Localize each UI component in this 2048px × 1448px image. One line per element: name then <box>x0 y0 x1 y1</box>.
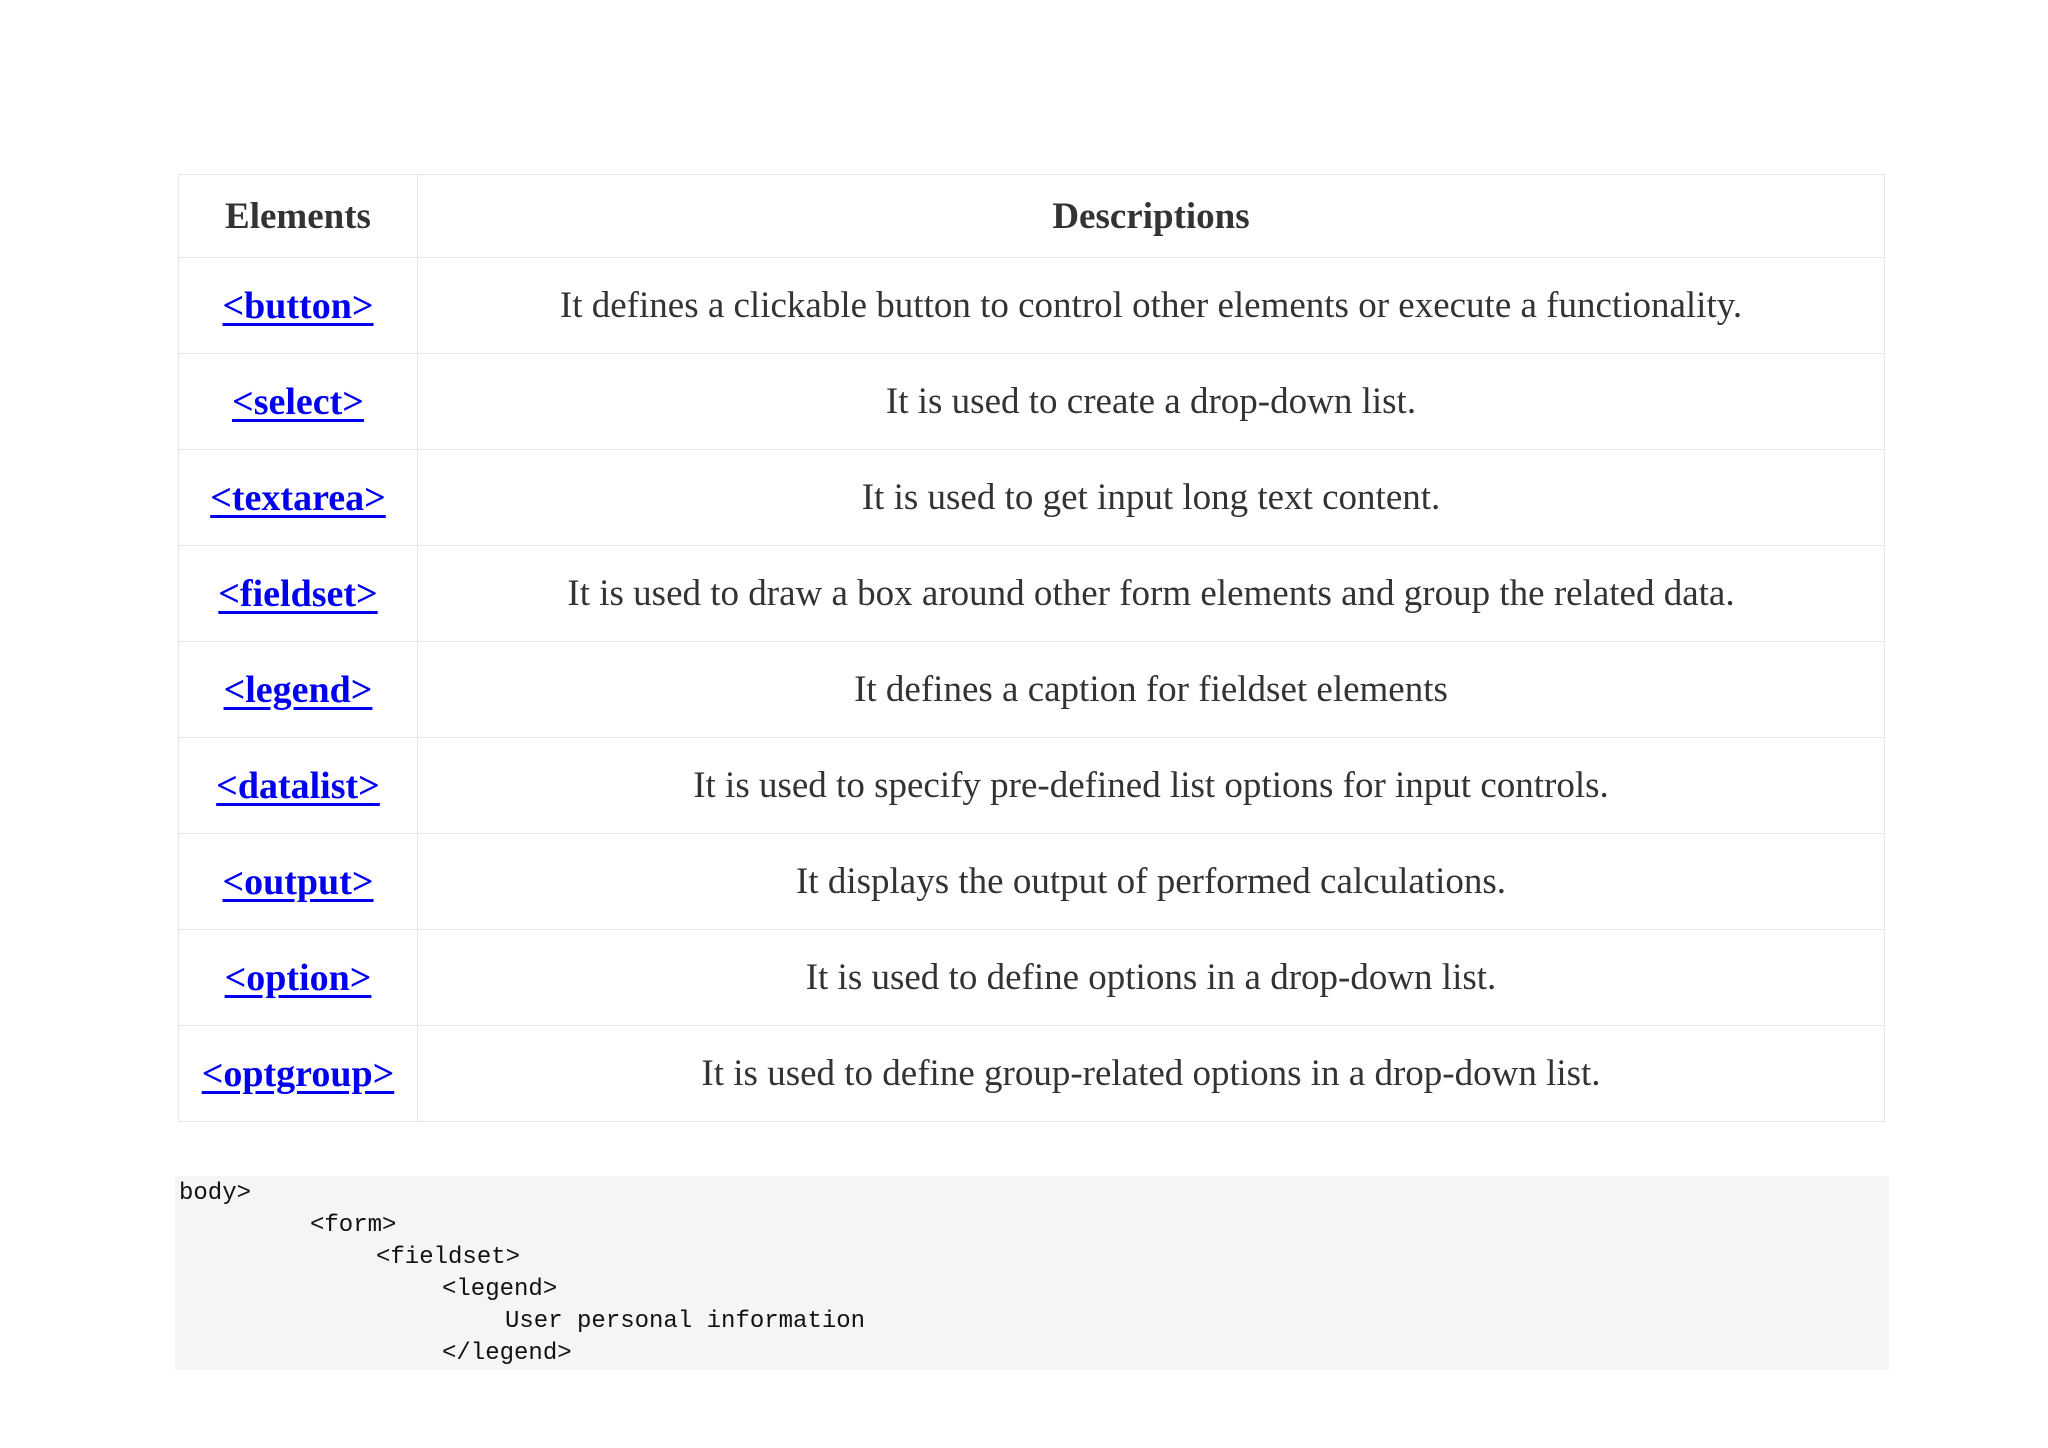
element-cell <box>179 546 418 642</box>
table-header-row <box>179 175 1885 258</box>
code-line: User personal information <box>505 1308 866 1335</box>
code-line: body> <box>179 1180 252 1207</box>
element-link-button[interactable]: <button> <box>222 284 374 327</box>
table-row <box>179 930 1885 1026</box>
header-descriptions: Descriptions <box>418 175 1885 258</box>
code-line: <legend> <box>442 1276 558 1303</box>
element-cell <box>179 738 418 834</box>
element-cell <box>179 1026 418 1122</box>
element-cell <box>179 354 418 450</box>
description-cell: It defines a clickable button to control other elements or execute a functionality. <box>418 258 1885 354</box>
element-link-textarea[interactable]: <textarea> <box>210 476 386 519</box>
description-cell: It is used to get input long text content. <box>418 450 1885 546</box>
table-row <box>179 258 1885 354</box>
table-row <box>179 738 1885 834</box>
description-cell: It is used to draw a box around other form elements and group the related data. <box>418 546 1885 642</box>
element-link-fieldset[interactable]: <fieldset> <box>218 572 378 615</box>
element-link-option[interactable]: <option> <box>224 956 372 999</box>
code-line: <fieldset> <box>376 1244 521 1271</box>
description-cell: It is used to define group-related options in a drop-down list. <box>418 1026 1885 1122</box>
table-row <box>179 354 1885 450</box>
element-cell <box>179 642 418 738</box>
header-elements: Elements <box>179 175 418 258</box>
code-line: <form> <box>310 1212 397 1239</box>
code-block <box>175 1176 1889 1370</box>
table-row <box>179 642 1885 738</box>
table-row <box>179 1026 1885 1122</box>
description-cell: It is used to create a drop-down list. <box>418 354 1885 450</box>
element-link-output[interactable]: <output> <box>222 860 374 903</box>
description-cell: It displays the output of performed calculations. <box>418 834 1885 930</box>
description-cell: It is used to define options in a drop-down list. <box>418 930 1885 1026</box>
element-cell <box>179 930 418 1026</box>
element-link-optgroup[interactable]: <optgroup> <box>201 1052 395 1095</box>
element-cell <box>179 834 418 930</box>
element-link-legend[interactable]: <legend> <box>223 668 373 711</box>
element-link-select[interactable]: <select> <box>232 380 364 423</box>
code-line: </legend> <box>442 1340 572 1367</box>
element-link-datalist[interactable]: <datalist> <box>216 764 380 807</box>
element-cell <box>179 450 418 546</box>
description-cell: It is used to specify pre-defined list options for input controls. <box>418 738 1885 834</box>
table-row <box>179 546 1885 642</box>
description-cell: It defines a caption for fieldset elements <box>418 642 1885 738</box>
table-row <box>179 834 1885 930</box>
element-cell <box>179 258 418 354</box>
elements-table <box>178 174 1885 1122</box>
table-row <box>179 450 1885 546</box>
